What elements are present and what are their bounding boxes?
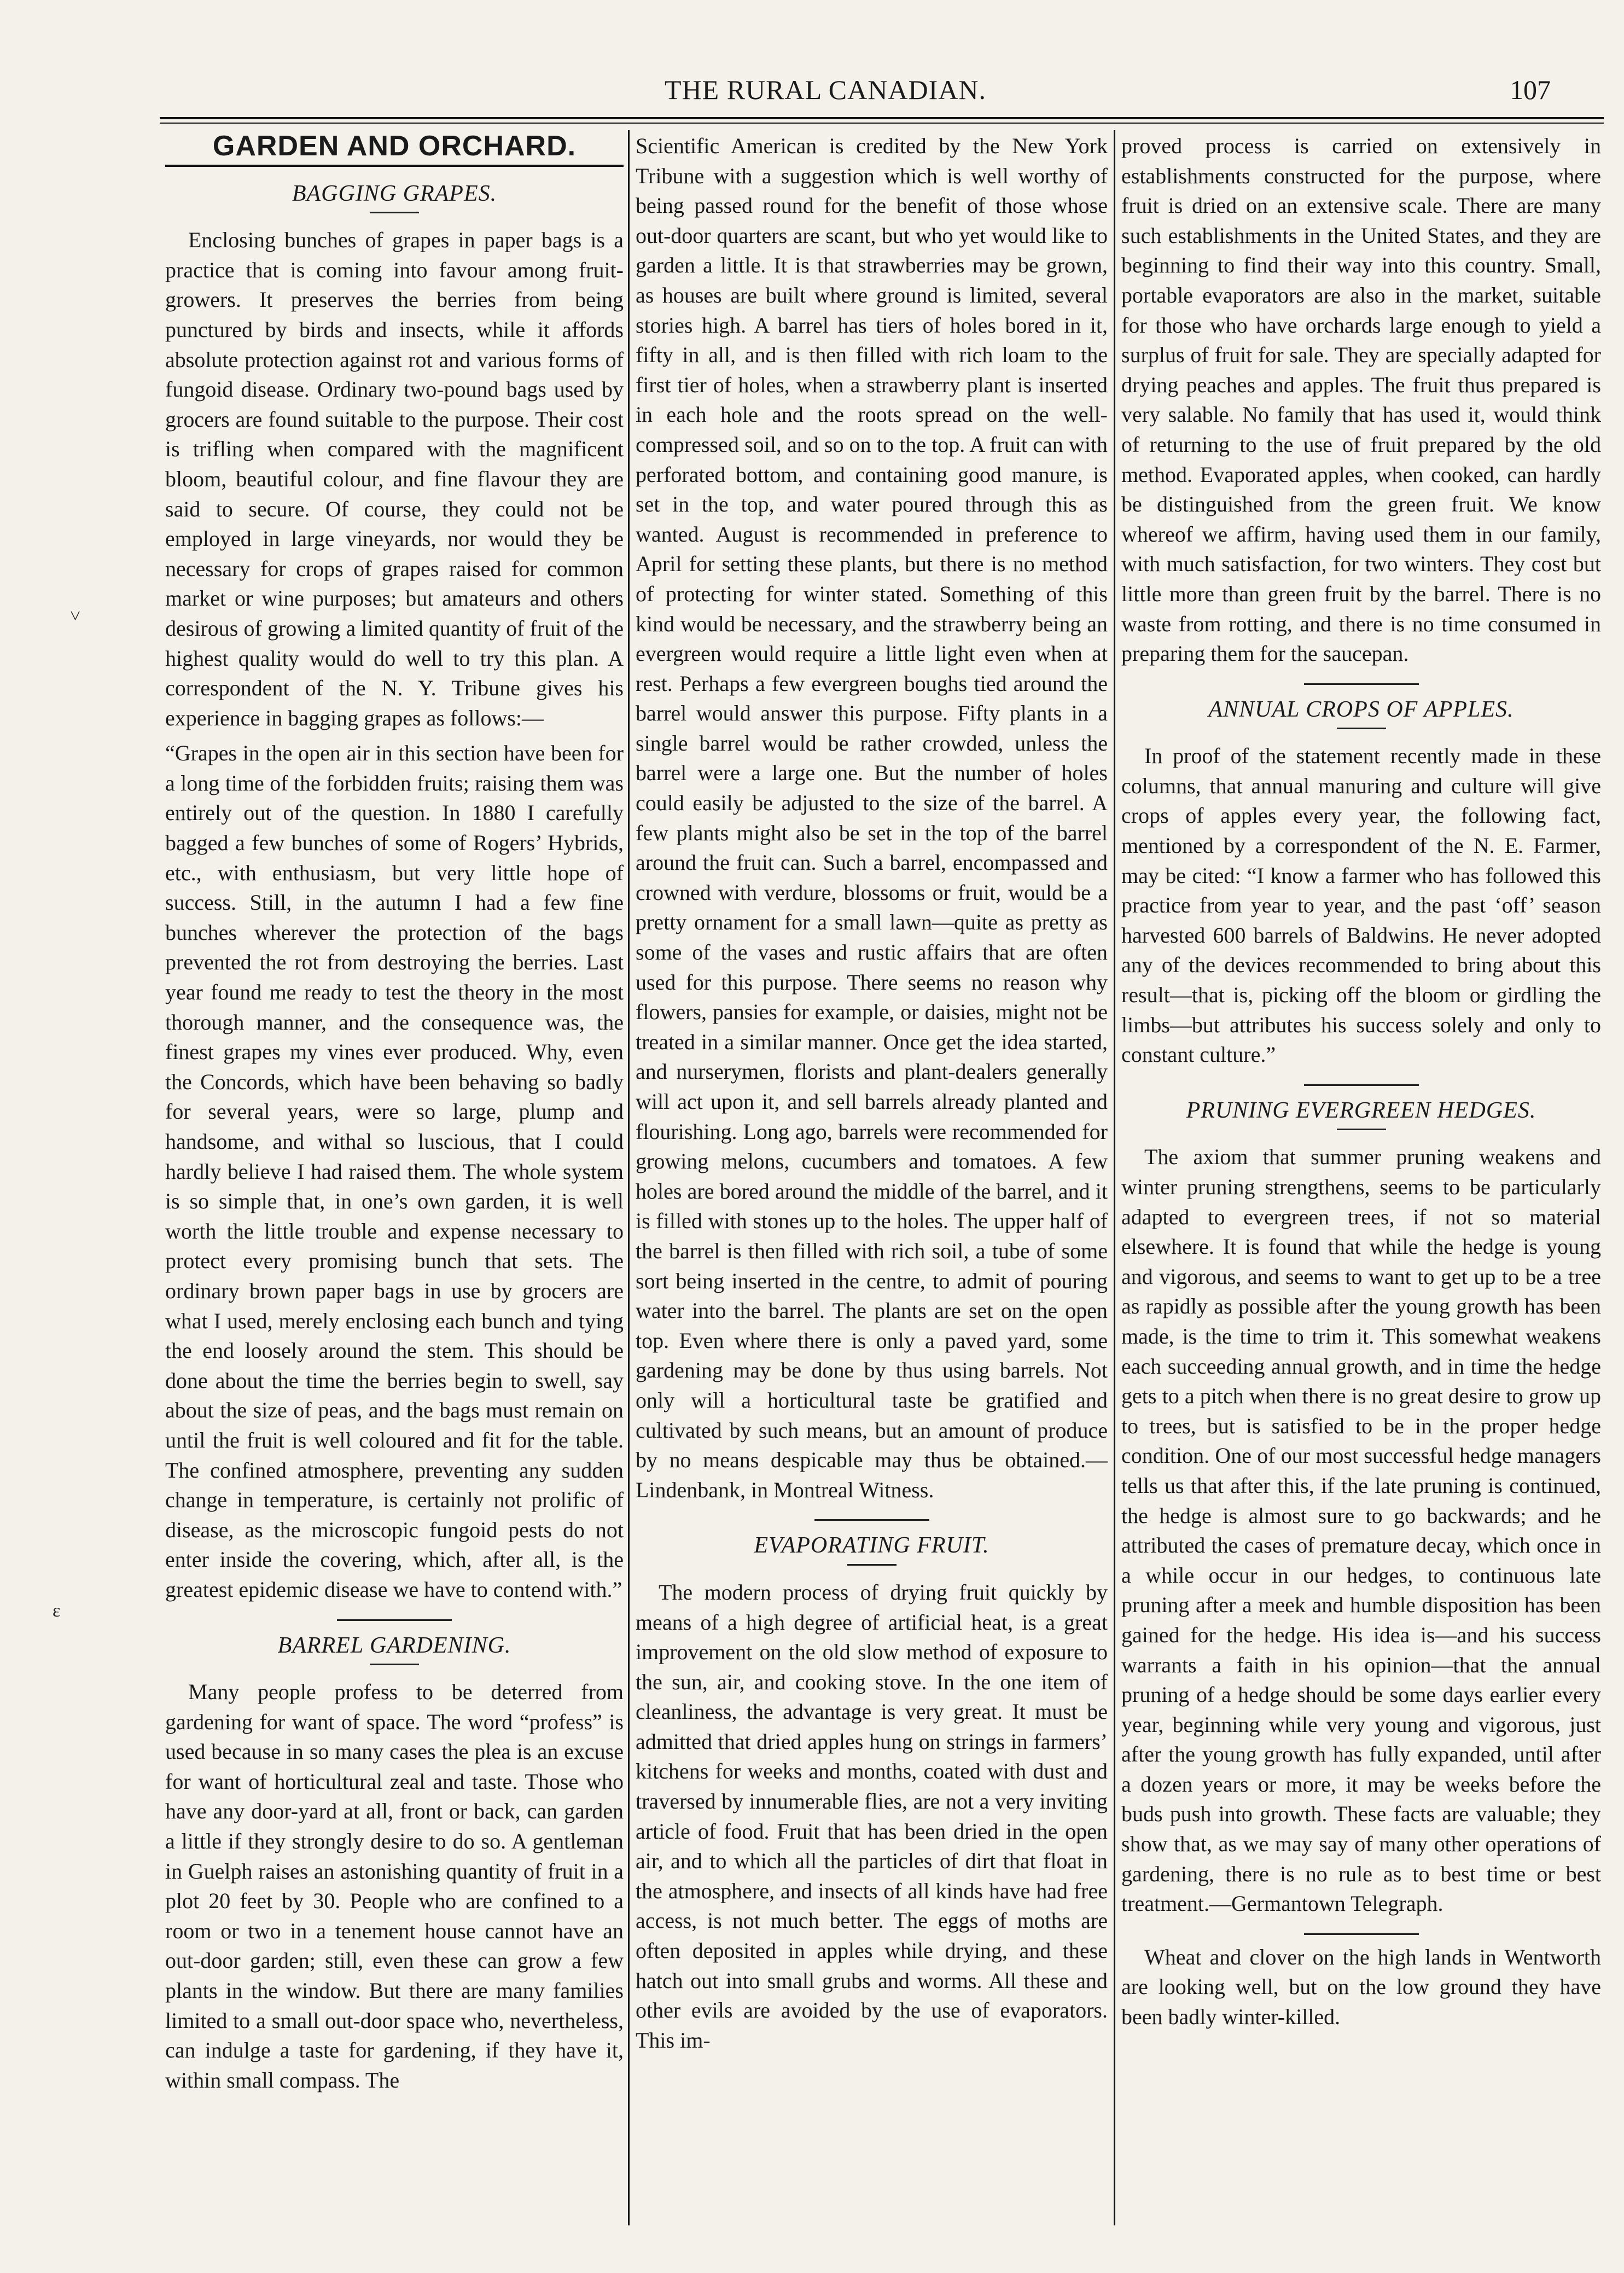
- news-item-paragraph: Wheat and clover on the high lands in Wentworth are looking well, but on the low ground they have been badly winter-killed.: [1121, 1944, 1601, 2030]
- article-title-annual-crops-of-apples: ANNUAL CROPS OF APPLES.: [1208, 696, 1514, 722]
- title-rule: [1337, 728, 1386, 729]
- article-paragraph: Enclosing bunches of grapes in paper bags is a practice that is coming into favour among fruit-growers. It preserves the berries from being punctured by birds and insects, while it affords absolute protection against rot and various forms of fungoid disease. Ordinary two-pound bags used by grocers are found suitable to the purpose. Their cost is trifling when compared with the magnificent bloom, beautiful colour, and fine flavour they are said to secure. Of course, they could not be employed in large vineyards, nor would they be necessary for crops of grapes raised for common market or wine purposes; but amateurs and others desirous of growing a limited quantity of fruit of the highest quality would do well to try this plan. A correspondent of the N. Y. Tribune gives his experience in bagging grapes as follows:—: [165, 228, 624, 730]
- article-paragraph: Many people profess to be deterred from gardening for want of space. The word “profess” is used because in so many cases the plea is an excuse for want of horticultural zeal and taste. Those who have any door-yard at all, front or back, can garden a little if they strongly desire to do so. A gentleman in Guelph raises an astonishing quantity of fruit in a plot 20 feet by 30. People who are confined to a room or two in a tenement house cannot have an out-door garden; still, even these can grow a few plants in the window. But there are many families limited to a small out-door space who, nevertheless, can indulge a taste for gardening, if they have it, within small compass. The: [165, 1679, 624, 2092]
- article-separator: [337, 1619, 452, 1621]
- article-title-pruning-evergreen-hedges: PRUNING EVERGREEN HEDGES.: [1186, 1097, 1536, 1123]
- title-rule: [1337, 1129, 1386, 1130]
- article-title-barrel-gardening: BARREL GARDENING.: [277, 1632, 511, 1658]
- margin-mark: ˅: [70, 606, 81, 626]
- title-rule: [370, 212, 419, 213]
- article-separator: [1304, 683, 1419, 685]
- title-rule: [370, 1664, 419, 1665]
- article-paragraph: The modern process of drying fruit quickly by means of a high degree of artificial heat, is a great improvement on the old slow method of exposure to the sun, air, and cooking stove. In the one item of cleanliness, the advantage is very great. It must be admitted that dried apples hung on strings in farmers’ kitchens for weeks and months, coated with dust and traversed by innumerable flies, are not a very inviting article of food. Fruit that has been dried in the open air, and to which all the particles of dirt that float in the atmosphere, and insects of all kinds have had free access, is not much better. The eggs of moths are often deposited in apples while drying, and these hatch out into small grubs and worms. All these and other evils are avoided by the use of evaporators. This im-: [636, 1579, 1108, 2053]
- page-header-title: THE RURAL CANADIAN.: [665, 74, 986, 105]
- column-divider: [1114, 130, 1115, 2225]
- column-divider: [628, 130, 630, 2225]
- margin-mark: ɛ: [53, 1601, 61, 1621]
- title-rule: [847, 1564, 897, 1566]
- column-2: [636, 131, 1108, 2061]
- section-heading: GARDEN AND ORCHARD.: [212, 130, 577, 162]
- article-separator: [1304, 1933, 1419, 1935]
- column-3: [1121, 131, 1601, 2038]
- article-title-bagging-grapes: BAGGING GRAPES.: [292, 181, 497, 206]
- article-separator: [1304, 1084, 1419, 1086]
- article-paragraph: “Grapes in the open air in this section have been for a long time of the forbidden fruits; raising them was entirely out of the question. In 1880 I carefully bagged a few bunches of some of Rogers’ Hybrids, etc., with enthusiasm, but very little hope of success. Still, in the autumn I had a few fine bunches wherever the protection of the bags prevented the rot from destroying the berries. Last year found me ready to test the theory in the most thorough manner, and the consequence was, the finest grapes my vines ever produced. Why, even the Concords, which have been behaving so badly for several years, were so large, plump and handsome, and withal so luscious, that I could hardly believe I had raised them. The whole system is so simple that, in one’s own garden, it is well worth the little trouble and expense necessary to protect every promising bunch that sets. The ordinary brown paper bags in use by grocers are what I used, merely enclosing each bunch and tying the end loosely around the stem. This should be done about the time the berries begin to swell, say about the size of peas, and the bags must remain on until the fruit is well coloured and fit for the table. The confined atmosphere, preventing any sudden change in temperature, is certainly not prolific of disease, as the microscopic fungoid pests do not enter inside the covering, which, after all, is the greatest epidemic disease we have to contend with.”: [165, 741, 624, 1602]
- article-paragraph: proved process is carried on extensively in establishments constructed for the purpose, where fruit is dried on an extensive scale. There are many such establishments in the United States, and they are beginning to find their way into this country. Small, portable evaporators are also in the market, suitable for those who have orchards large enough to yield a surplus of fruit for sale. They are specially adapted for drying peaches and apples. The fruit thus prepared is very salable. No family that has used it, would think of returning to the use of fruit prepared by the old method. Evaporated apples, when cooked, can hardly be distinguished from the green fruit. We know whereof we affirm, having used them in our family, with much satisfaction, for two winters. They cost but little more than green fruit by the barrel. There is no waste from rotting, and there is no time consumed in preparing them for the saucepan.: [1121, 133, 1601, 666]
- section-heading-rule: [165, 165, 624, 167]
- article-paragraph: The axiom that summer pruning weakens and winter pruning strengthens, seems to be particularly adapted to evergreen trees, if not so material elsewhere. It is found that while the hedge is young and vigorous, and seems to want to get up to be a tree as rapidly as possible after the young growth has been made, is the time to trim it. This somewhat weakens each succeeding annual growth, and in time the hedge gets to a pitch when there is no great desire to grow up to trees, but is satisfied to be in the proper hedge condition. One of our most successful hedge managers tells us that after this, if the late pruning is continued, the hedge is almost sure to go backwards; and he attributed the cases of premature decay, which once in a while occur in our hedges, to continuous late pruning after a meek and humble disposition has been gained for the hedge. His idea is—and his success warrants a faith in his opinion—that the annual pruning of a hedge should be some days earlier every year, beginning while very young and vigorous, just after the young growth has fully expanded, until after a dozen years or more, it may be weeks before the buds push into growth. These facts are valuable; they show that, as we may say of many other operations of gardening, there is no rule as to best time or best treatment.—Germantown Telegraph.: [1121, 1144, 1601, 1916]
- article-separator: [814, 1519, 929, 1521]
- column-1: [165, 131, 624, 2101]
- header-rule-bottom: [160, 123, 1604, 124]
- header-rule-top: [160, 117, 1604, 119]
- article-title-evaporating-fruit: EVAPORATING FRUIT.: [754, 1533, 989, 1559]
- article-paragraph: In proof of the statement recently made in these columns, that annual manuring and culture will give crops of apples every year, the following fact, mentioned by a correspondent of the N. E. Farmer, may be cited: “I know a farmer who has followed this practice from year to year, and the past ‘off’ season harvested 600 barrels of Baldwins. He never adopted any of the devices recommended to bring about this result—that is, picking off the bloom or girdling the limbs—but attributes his success solely and only to constant culture.”: [1121, 743, 1601, 1067]
- page-number: 107: [1510, 74, 1551, 105]
- article-paragraph: Scientific American is credited by the New York Tribune with a suggestion which is well worthy of being passed round for the benefit of those whose out-door quarters are scant, but who yet would like to garden a little. It is that strawberries may be grown, as houses are built where ground is limited, several stories high. A barrel has tiers of holes bored in it, fifty in all, and is then filled with rich loam to the first tier of holes, when a strawberry plant is inserted in each hole and the roots spread on the well-compressed soil, and so on to the top. A fruit can with perforated bottom, and containing good manure, is set in the top, and water poured through this as wanted. August is recommended in preference to April for setting these plants, but there is no method of protecting for winter stated. Something of this kind would be necessary, and the strawberry being an evergreen would require a little light even when at rest. Perhaps a few evergreen boughs tied around the barrel would answer this purpose. Fifty plants in a single barrel would be rather crowded, unless the barrel were a large one. But the number of holes could easily be adjusted to the size of the barrel. A few plants might also be set in the top of the barrel around the fruit can. Such a barrel, encompassed and crowned with verdure, blossoms or fruit, would be a pretty ornament for a small lawn—quite as pretty as some of the vases and rustic affairs that are often used for this purpose. There seems no reason why flowers, pansies for example, or daisies, might not be treated in a similar manner. Once get the idea started, and nurserymen, florists and plant-dealers generally will act upon it, and sell barrels already planted and flourishing. Long ago, barrels were recommended for growing melons, cucumbers and tomatoes. A few holes are bored around the middle of the barrel, and it is filled with stones up to the holes. The upper half of the barrel is then filled with rich soil, a tube of some sort being inserted in the centre, to admit of pouring water into the barrel. The plants are set on the open top. Even where there is only a paved yard, some gardening may be done by thus using barrels. Not only will a horticultural taste be gratified and cultivated by such means, but an amount of produce by no means despicable may thus be obtained.—Lindenbank, in Montreal Witness.: [636, 133, 1108, 1502]
